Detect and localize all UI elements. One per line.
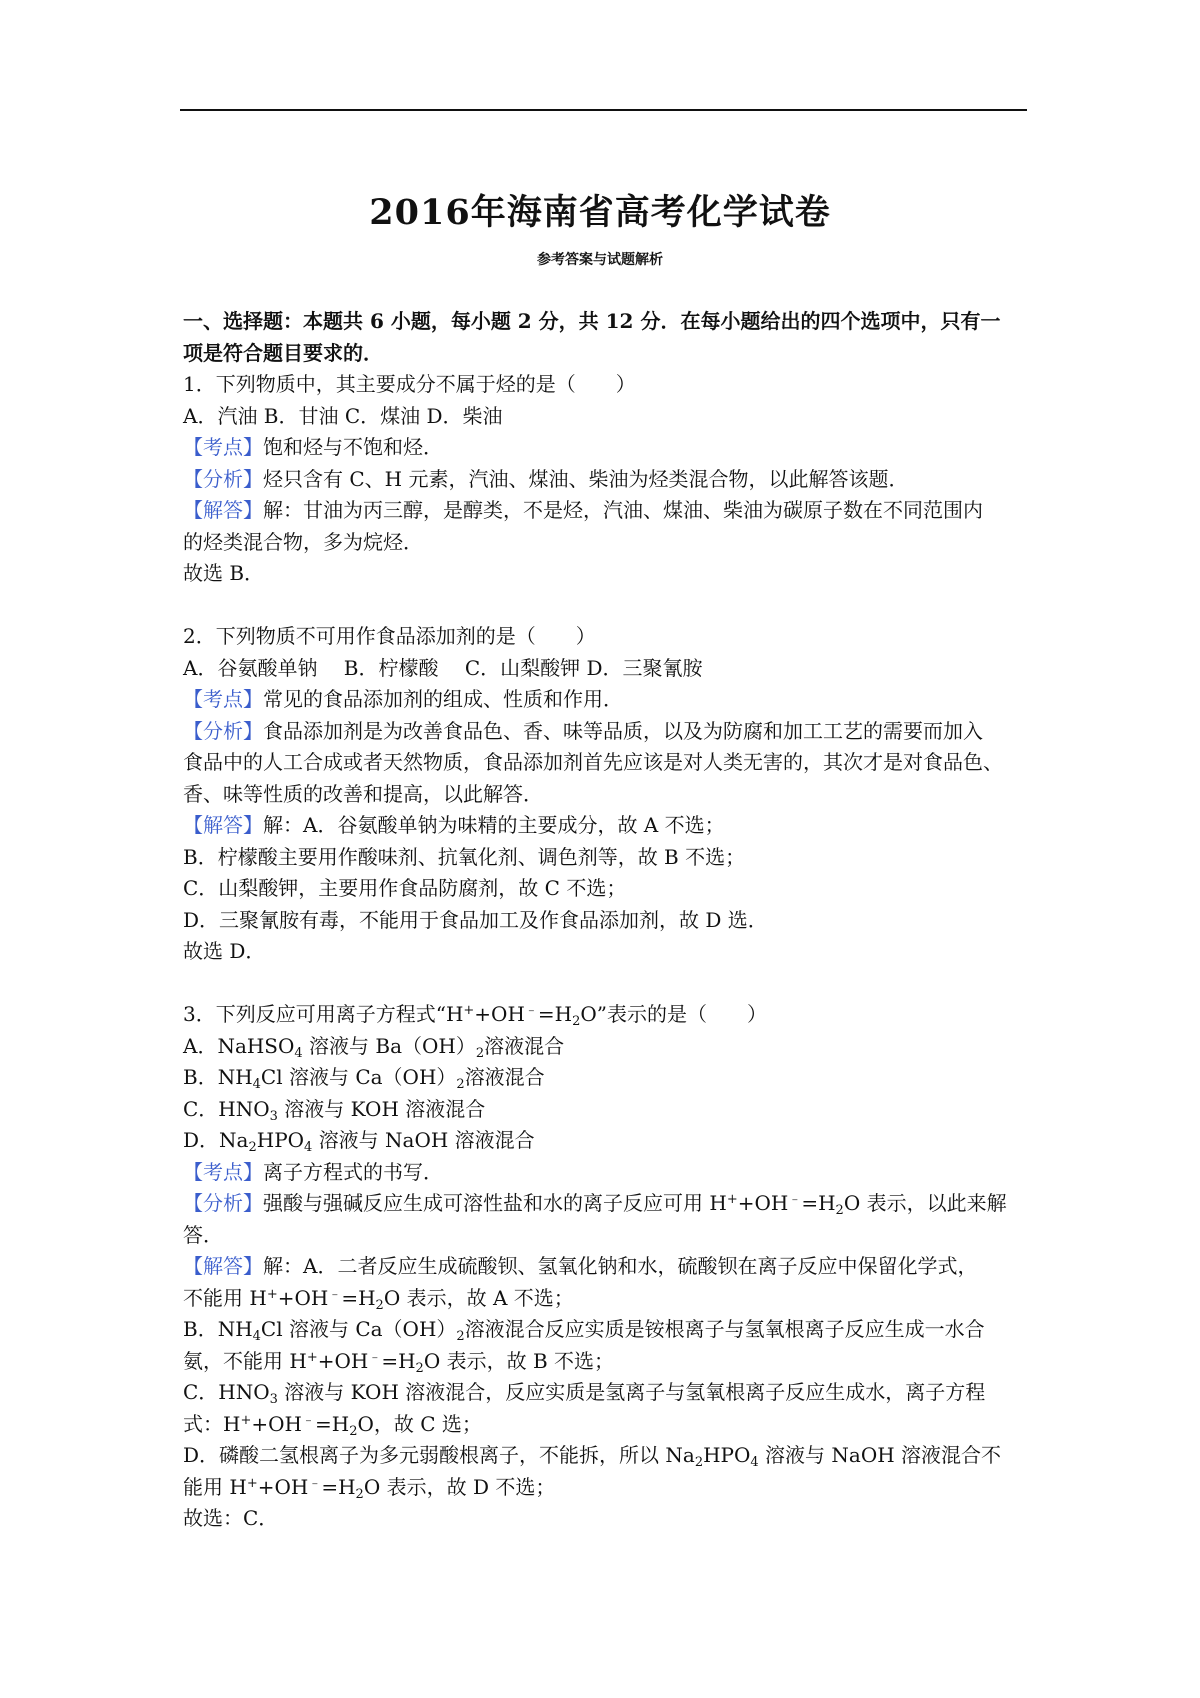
q2-fenxi-line-2: 食品中的人工合成或者天然物质，食品添加剂首先应该是对人类无害的，其次才是对食品色、 bbox=[183, 750, 1003, 774]
q3-jieda-part: O 表示，故 B 不选； bbox=[423, 1348, 614, 1373]
q3-option-c bbox=[183, 1094, 1027, 1126]
q3-option-part: C．HNO bbox=[183, 1096, 270, 1121]
q3-option-part: 溶液与 NaOH 溶液混合 bbox=[318, 1128, 535, 1152]
q3-jieda-part: +OH bbox=[251, 1411, 302, 1436]
kaodian-label: 【考点】 bbox=[183, 435, 263, 459]
q3-jieda-part: 式：H bbox=[183, 1411, 241, 1436]
superscript: + bbox=[306, 1349, 318, 1365]
q3-jieda-part: B．NH bbox=[183, 1317, 253, 1341]
q3-fenxi-part: +OH bbox=[737, 1191, 789, 1215]
superscript: ﹣ bbox=[301, 1412, 315, 1428]
q2-jieda-b: B．柠檬酸主要用作酸味剂、抗氧化剂、调色剂等，故 B 不选； bbox=[183, 844, 746, 869]
q2-jieda-d: D．三聚氰胺有毒，不能用于食品加工及作食品添加剂，故 D 选． bbox=[183, 907, 768, 932]
q1-jieda-text-1: 解：甘油为丙三醇，是醇类，不是烃，汽油、煤油、柴油为碳原子数在不同范围内 bbox=[263, 498, 983, 522]
header-rule bbox=[180, 109, 1027, 111]
q3-jieda-part: Cl 溶液与 Ca（OH） bbox=[260, 1317, 457, 1341]
subscript: 2 bbox=[694, 1455, 704, 1470]
q3-jieda-part: 溶液与 NaOH 溶液混合不 bbox=[765, 1443, 1002, 1467]
superscript: ﹣ bbox=[308, 1475, 322, 1491]
q3-jieda-part: +OH bbox=[277, 1285, 329, 1310]
q3-jieda-part: +OH bbox=[317, 1348, 369, 1373]
q3-option-a bbox=[183, 1031, 1027, 1063]
q2-stem: 2．下列物质不可用作食品添加剂的是（ ） bbox=[183, 624, 596, 648]
q2-answer: 故选 D． bbox=[183, 939, 266, 963]
subscript: 2 bbox=[835, 1203, 844, 1218]
q3-jieda-part: 溶液与 KOH 溶液混合，反应实质是氢离子与氢氧根离子反应生成水，离子方程 bbox=[284, 1380, 986, 1404]
subscript: 2 bbox=[572, 1014, 581, 1029]
subscript: 2 bbox=[456, 1329, 465, 1344]
subscript: 4 bbox=[252, 1329, 261, 1344]
q3-jieda-d-line-1 bbox=[183, 1440, 1027, 1472]
q2-fenxi-line-1 bbox=[183, 716, 1027, 748]
q3-jieda-c-line-2 bbox=[183, 1409, 1027, 1441]
page-subtitle: 参考答案与试题解析 bbox=[537, 252, 663, 268]
q1-options: A．汽油 B．甘油 C．煤油 D．柴油 bbox=[183, 403, 503, 428]
q1-stem: 1．下列物质中，其主要成分不属于烃的是（ ） bbox=[183, 372, 636, 396]
section-heading-line-1: 一、选择题：本题共 6 小题，每小题 2 分，共 12 分．在每小题给出的四个选项中，只有一 bbox=[183, 309, 1001, 333]
q3-jieda-part: +OH bbox=[257, 1474, 309, 1499]
q1-jieda-line-2: 的烃类混合物，多为烷烃． bbox=[183, 529, 423, 554]
q3-stem bbox=[183, 999, 1027, 1031]
q3-fenxi-line-1 bbox=[183, 1188, 1027, 1220]
q3-kaodian bbox=[183, 1157, 1027, 1189]
subscript: 3 bbox=[269, 1392, 278, 1407]
q3-stem-part: =H bbox=[537, 1002, 573, 1026]
subscript: 4 bbox=[252, 1077, 261, 1092]
q3-option-part: 溶液混合 bbox=[484, 1033, 565, 1058]
q2-jieda-a bbox=[183, 810, 1027, 842]
subscript: 2 bbox=[248, 1140, 257, 1155]
q2-fenxi-line-3: 香、味等性质的改善和提高，以此解答． bbox=[183, 781, 543, 806]
q3-jieda-part: 解：A．二者反应生成硫酸钡、氢氧化钠和水，硫酸钡在离子反应中保留化学式， bbox=[263, 1254, 978, 1278]
q3-jieda-part: 溶液混合反应实质是铵根离子与氢氧根离子反应生成一水合 bbox=[464, 1317, 985, 1341]
jieda-label: 【解答】 bbox=[183, 498, 263, 522]
q3-fenxi-line-2: 答． bbox=[183, 1222, 223, 1247]
q3-jieda-part: O 表示，故 D 不选； bbox=[363, 1474, 556, 1499]
subscript: 2 bbox=[475, 1045, 485, 1061]
q3-option-b bbox=[183, 1062, 1027, 1094]
subscript: 4 bbox=[294, 1045, 303, 1061]
q1-jieda-line-1 bbox=[183, 495, 1027, 527]
section-heading-line-2: 项是符合题目要求的． bbox=[183, 340, 383, 365]
q3-option-part: A．NaHSO bbox=[183, 1033, 295, 1058]
q3-jieda-part: 不能用 H bbox=[183, 1285, 267, 1310]
superscript: ﹣ bbox=[788, 1192, 802, 1207]
q3-option-part: 溶液与 KOH 溶液混合 bbox=[284, 1096, 486, 1121]
subscript: 2 bbox=[415, 1360, 424, 1376]
q1-answer: 故选 B． bbox=[183, 561, 265, 585]
q3-jieda-part: 氨，不能用 H bbox=[183, 1348, 307, 1373]
q1-fenxi-text: 烃只含有 C、H 元素，汽油、煤油、柴油为烃类混合物，以此解答该题． bbox=[263, 466, 909, 491]
superscript: ﹣ bbox=[328, 1286, 342, 1302]
superscript: + bbox=[463, 1003, 475, 1018]
q3-option-part: 溶液混合 bbox=[464, 1065, 545, 1089]
superscript: + bbox=[726, 1192, 738, 1207]
q3-jieda-a-line-2 bbox=[183, 1283, 1027, 1315]
q3-jieda-a-line-1 bbox=[183, 1251, 1027, 1283]
q3-option-part: D．Na bbox=[183, 1128, 249, 1152]
q3-jieda-part: HPO bbox=[703, 1443, 751, 1467]
q3-jieda-part: C．HNO bbox=[183, 1380, 270, 1404]
q3-option-part: Cl 溶液与 Ca（OH） bbox=[260, 1065, 457, 1089]
kaodian-label: 【考点】 bbox=[183, 687, 263, 711]
q3-stem-part: +OH bbox=[474, 1002, 525, 1026]
q3-jieda-part: =H bbox=[314, 1411, 350, 1436]
q2-kaodian-text: 常见的食品添加剂的组成、性质和作用． bbox=[263, 687, 623, 711]
q3-option-d bbox=[183, 1125, 1027, 1157]
superscript: + bbox=[240, 1412, 252, 1428]
q3-jieda-b-line-2 bbox=[183, 1346, 1027, 1378]
q1-fenxi bbox=[183, 464, 1027, 496]
fenxi-label: 【分析】 bbox=[183, 1191, 263, 1215]
subscript: 2 bbox=[349, 1423, 358, 1439]
q2-jieda-a-text: 解：A．谷氨酸单钠为味精的主要成分，故 A 不选； bbox=[263, 813, 725, 837]
fenxi-label: 【分析】 bbox=[183, 466, 263, 491]
q3-kaodian-text: 离子方程式的书写． bbox=[263, 1159, 443, 1184]
q1-kaodian-text: 饱和烃与不饱和烃． bbox=[263, 435, 443, 459]
q3-jieda-part: =H bbox=[341, 1285, 376, 1310]
superscript: + bbox=[246, 1475, 258, 1491]
q3-jieda-part: O，故 C 选； bbox=[357, 1411, 482, 1436]
subscript: 3 bbox=[269, 1108, 278, 1124]
q3-option-part: B．NH bbox=[183, 1065, 253, 1089]
q3-jieda-b-line-1 bbox=[183, 1314, 1027, 1346]
page-title: 2016年海南省高考化学试卷 bbox=[369, 192, 831, 233]
q3-fenxi-part: 强酸与强碱反应生成可溶性盐和水的离子反应可用 H bbox=[263, 1191, 727, 1215]
q3-stem-part: O”表示的是（ ） bbox=[580, 1002, 768, 1026]
kaodian-label: 【考点】 bbox=[183, 1159, 263, 1184]
q2-kaodian bbox=[183, 684, 1027, 716]
q3-option-part: 溶液与 Ba（OH） bbox=[309, 1033, 476, 1058]
q3-answer: 故选：C． bbox=[183, 1506, 279, 1530]
subscript: 2 bbox=[355, 1486, 364, 1502]
subscript: 4 bbox=[750, 1455, 759, 1470]
jieda-label: 【解答】 bbox=[183, 1254, 263, 1278]
q3-fenxi-part: O 表示，以此来解 bbox=[843, 1191, 1007, 1215]
subscript: 4 bbox=[304, 1140, 313, 1155]
q2-fenxi-text-1: 食品添加剂是为改善食品色、香、味等品质，以及为防腐和加工工艺的需要而加入 bbox=[263, 718, 983, 743]
superscript: + bbox=[266, 1286, 278, 1302]
q3-jieda-part: 能用 H bbox=[183, 1474, 247, 1499]
subscript: 2 bbox=[375, 1297, 384, 1313]
q3-fenxi-part: =H bbox=[801, 1191, 836, 1215]
q3-option-part: HPO bbox=[256, 1128, 305, 1152]
superscript: ﹣ bbox=[368, 1349, 382, 1365]
jieda-label: 【解答】 bbox=[183, 813, 263, 837]
fenxi-label: 【分析】 bbox=[183, 718, 263, 743]
subscript: 2 bbox=[456, 1077, 465, 1092]
q1-kaodian bbox=[183, 432, 1027, 464]
document-body bbox=[183, 306, 1027, 1535]
q3-jieda-part: =H bbox=[321, 1474, 356, 1499]
q3-stem-part: 3．下列反应可用离子方程式“H bbox=[183, 1002, 464, 1026]
superscript: ﹣ bbox=[524, 1003, 538, 1018]
q3-jieda-c-line-1 bbox=[183, 1377, 1027, 1409]
q3-jieda-part: =H bbox=[381, 1348, 416, 1373]
q3-jieda-d-line-2 bbox=[183, 1472, 1027, 1504]
q3-jieda-part: O 表示，故 A 不选； bbox=[383, 1285, 574, 1310]
q2-options: A．谷氨酸单钠 B．柠檬酸 C．山梨酸钾 D．三聚氰胺 bbox=[183, 655, 703, 680]
q3-jieda-part: D．磷酸二氢根离子为多元弱酸根离子，不能拆，所以 Na bbox=[183, 1443, 695, 1467]
q2-jieda-c: C．山梨酸钾，主要用作食品防腐剂，故 C 不选； bbox=[183, 876, 627, 900]
